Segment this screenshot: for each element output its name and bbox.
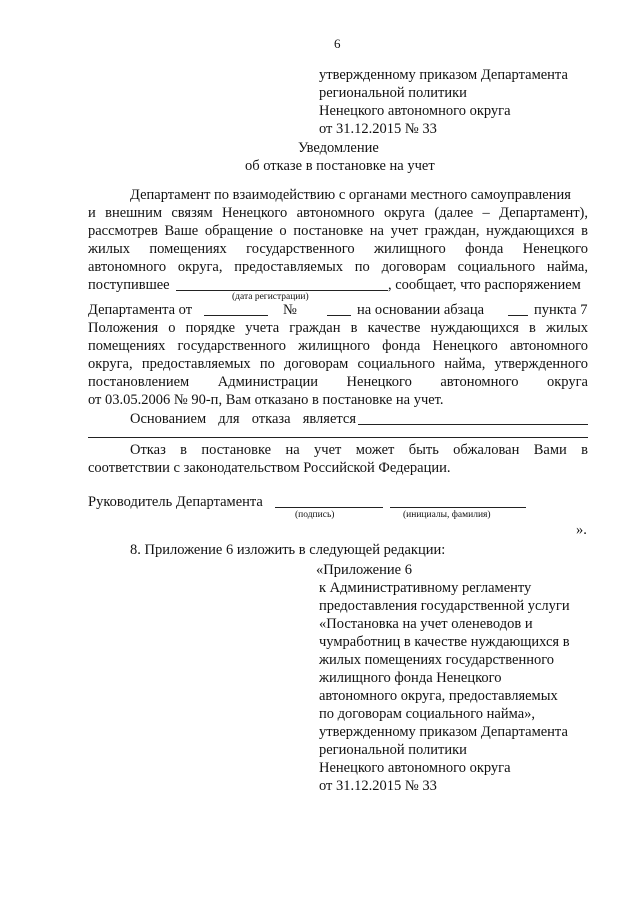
dept-from-label: Департамента от	[88, 302, 193, 318]
point-text: пункта 7	[534, 302, 588, 318]
appendix-line: по договорам социального найма»,	[319, 706, 536, 722]
body-line: автономного округа, предоставляемых по договорам социального найма,	[88, 259, 588, 275]
registration-date-field[interactable]	[176, 290, 388, 291]
approval-line: Ненецкого автономного округа	[319, 103, 511, 119]
approval-line: региональной политики	[319, 85, 467, 101]
closing-quote: ».	[576, 522, 587, 538]
appeal-line: Отказ в постановке на учет может быть обжалован Вами в	[130, 442, 588, 458]
refusal-basis-field[interactable]	[358, 424, 588, 425]
order-number-field[interactable]	[327, 315, 351, 316]
appendix-line: к Административному регламенту	[319, 580, 532, 596]
body-line: постановлением Администрации Ненецкого автономного округа	[88, 374, 588, 390]
paragraph-number-field[interactable]	[508, 315, 528, 316]
body-line: и внешним связям Ненецкого автономного округа (далее – Департамент),	[88, 205, 588, 221]
appendix-line: региональной политики	[319, 742, 467, 758]
body-line: Положения о порядке учета граждан в качестве нуждающихся в жилых	[88, 320, 588, 336]
signature-caption: (подпись)	[295, 510, 335, 520]
appendix-line: Ненецкого автономного округа	[319, 760, 511, 776]
refusal-basis-label: Основанием для отказа является	[130, 411, 356, 427]
received-label: поступившее	[88, 277, 170, 293]
body-line: Департамент по взаимодействию с органами местного самоуправления	[130, 187, 571, 203]
amendment-text: 8. Приложение 6 изложить в следующей редакции:	[130, 542, 446, 558]
number-sign: №	[283, 302, 297, 318]
appeal-line: соответствии с законодательством Российской Федерации.	[88, 460, 451, 476]
appendix-line: жилых помещениях государственного	[319, 652, 555, 668]
appendix-line: утвержденному приказом Департамента	[319, 724, 568, 740]
appendix-line: предоставления государственной услуги	[319, 598, 570, 614]
refusal-basis-field-continued[interactable]	[88, 437, 588, 438]
body-line: округа, предоставляемых по договорам социального найма, утвержденного	[88, 356, 588, 372]
appendix-line: автономного округа, предоставляемых	[319, 688, 558, 704]
body-line: от 03.05.2006 № 90-п, Вам отказано в постановке на учет.	[88, 392, 444, 408]
name-caption: (инициалы, фамилия)	[403, 510, 491, 520]
page-number: 6	[334, 36, 341, 51]
approval-line: утвержденному приказом Департамента	[319, 67, 568, 83]
name-field[interactable]	[390, 507, 526, 508]
head-of-department-label: Руководитель Департамента	[88, 494, 263, 510]
body-line: помещениях государственного жилищного фонда Ненецкого автономного	[88, 338, 588, 354]
approval-line: от 31.12.2015 № 33	[319, 121, 437, 137]
body-line: жилых помещениях государственного жилищного фонда Ненецкого	[88, 241, 588, 257]
document-title: Уведомление	[298, 140, 379, 156]
appendix-line: чумработниц в качестве нуждающихся в	[319, 634, 570, 650]
basis-text: на основании абзаца	[357, 302, 485, 318]
order-date-field[interactable]	[204, 315, 268, 316]
appendix-line: «Приложение 6	[316, 562, 412, 578]
signature-field[interactable]	[275, 507, 383, 508]
body-line: рассмотрев Ваше обращение о постановке на учет граждан, нуждающихся в	[88, 223, 588, 239]
appendix-line: «Постановка на учет оленеводов и	[319, 616, 533, 632]
appendix-line: от 31.12.2015 № 33	[319, 778, 437, 794]
received-tail: , сообщает, что распоряжением	[388, 277, 581, 293]
appendix-line: жилищного фонда Ненецкого	[319, 670, 502, 686]
document-subtitle: об отказе в постановке на учет	[245, 158, 435, 174]
registration-date-caption: (дата регистрации)	[232, 292, 309, 302]
